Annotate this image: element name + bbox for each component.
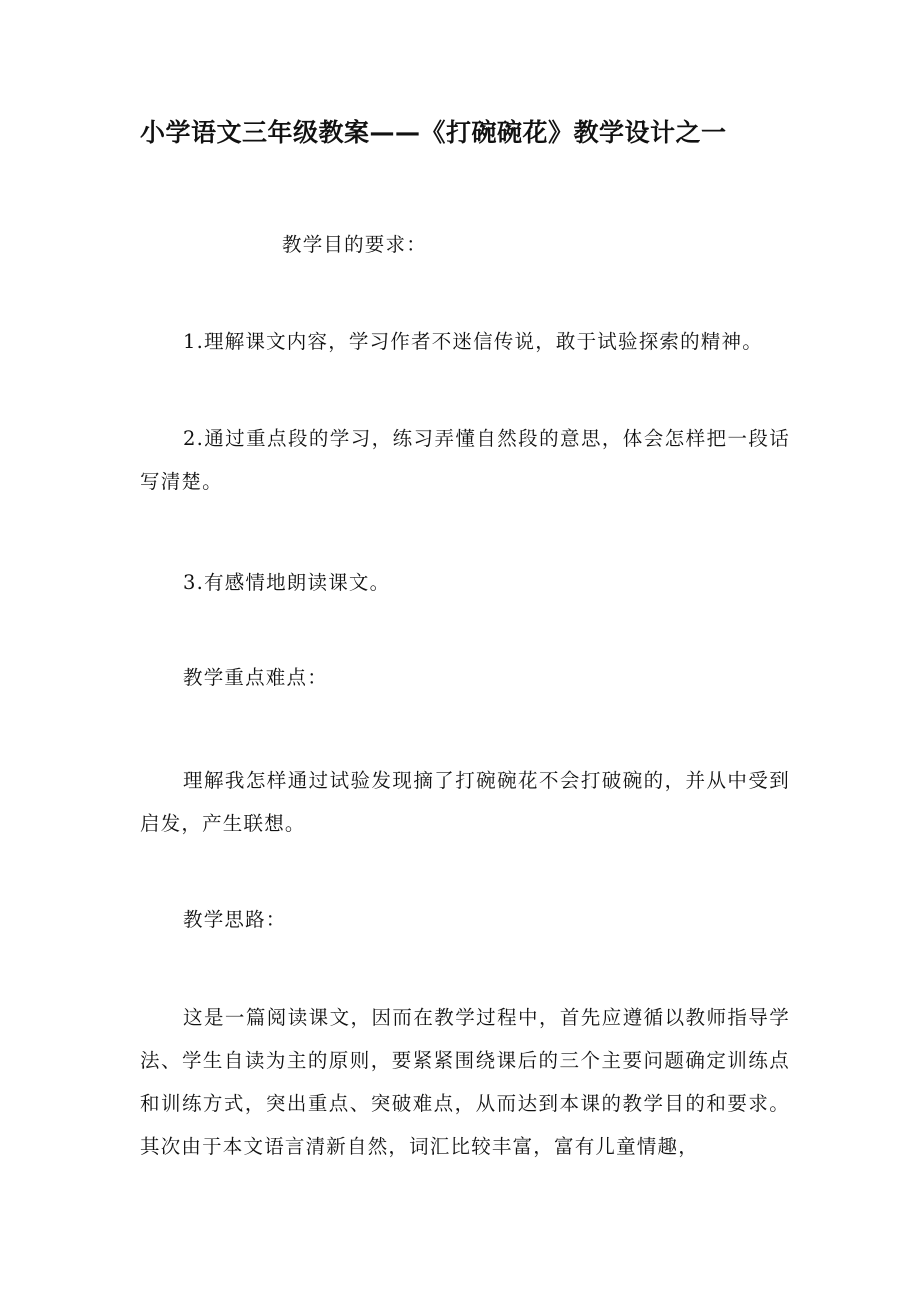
objective-item-3: 3.有感情地朗读课文。 [183,571,391,594]
key-points-paragraph: 理解我怎样通过试验发现摘了打碗碗花不会打破碗的，并从中受到启发，产生联想。 [140,769,790,835]
approach-paragraph: 这是一篇阅读课文，因而在教学过程中，首先应遵循以教师指导学法、学生自读为主的原则，要紧紧围绕课后的三个主要问题确定训练点和训练方式，突出重点、突破难点，从而达到本课的教学目的和要求。其次由于本文语言清新自然，词汇比较丰富，富有儿童情趣， [140,1006,790,1158]
key-points-heading: 教学重点难点： [183,666,328,689]
approach-heading: 教学思路： [183,908,287,931]
document-title: 小学语文三年级教案——《打碗碗花》教学设计之一 [140,118,727,147]
objective-item-2: 2.通过重点段的学习，练习弄懂自然段的意思，体会怎样把一段话写清楚。 [140,427,790,493]
objectives-heading: 教学目的要求： [282,233,427,256]
objective-item-1: 1.理解课文内容，学习作者不迷信传说，敢于试验探索的精神。 [183,330,763,353]
